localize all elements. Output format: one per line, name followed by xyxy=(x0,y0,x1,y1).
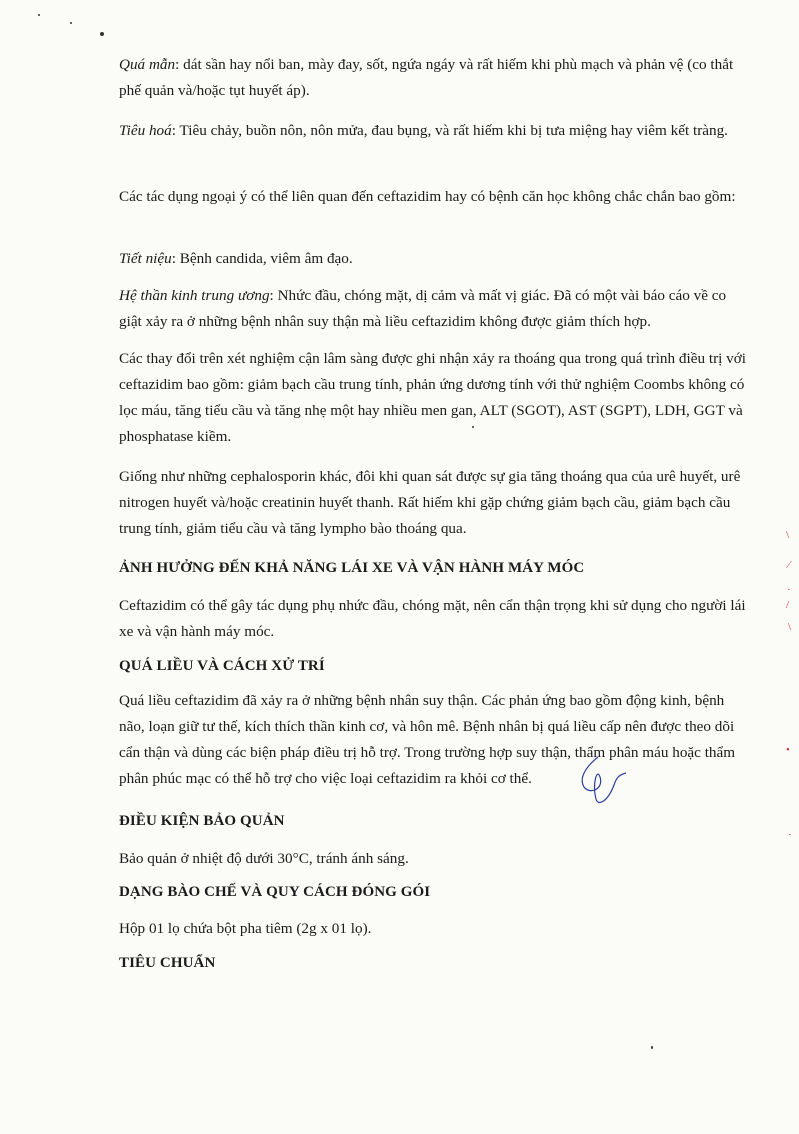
term-label: Hệ thần kinh trung ương xyxy=(119,287,270,304)
paragraph-text: : Nhức đầu, chóng mặt, dị cảm và mất vị giác. Đã có một vài báo cáo về co giật xảy ra ở những bệnh nhân suy thận mà liều ceftazidim không được giảm thích hợp. xyxy=(119,287,727,330)
paragraph-digestion xyxy=(119,118,749,144)
scan-speck xyxy=(651,1046,653,1049)
paragraph-adverse-effects xyxy=(119,184,749,210)
paragraph-urinary xyxy=(119,246,749,272)
scan-speck xyxy=(70,22,72,24)
paragraph-text: Bảo quản ở nhiệt độ dưới 30°C, tránh ánh sáng. xyxy=(119,850,409,867)
paragraph-cephalosporin xyxy=(119,464,749,542)
term-label: Tiêu hoá xyxy=(119,122,172,139)
edge-mark: / xyxy=(786,599,790,611)
paragraph-text: Các thay đổi trên xét nghiệm cận lâm sàng được ghi nhận xảy ra thoáng qua trong quá trình điều trị với ceftazidim bao gồm: giảm bạch cầu trung tính, phản ứng dương tính với thử nghiệm Coombs không có lọc máu, tăng tiểu cầu và tăng nhẹ một hay nhiều men gan, ALT (SGOT), AST (SGPT), LDH, GGT và phosphatase kiềm. xyxy=(119,350,746,445)
edge-mark: • xyxy=(786,744,790,756)
edge-mark: \ xyxy=(788,621,792,633)
paragraph-packaging xyxy=(119,916,749,942)
term-label: Quá mẫn xyxy=(119,56,176,73)
paragraph-storage xyxy=(119,846,749,872)
paragraph-text: Quá liều ceftazidim đã xảy ra ở những bệnh nhân suy thận. Các phản ứng bao gồm động kinh, bệnh não, loạn giữ tư thế, kích thích thần kinh cơ, và hôn mê. Bệnh nhân bị quá liều cấp nên được theo dõi cẩn thận và dùng các biện pháp điều trị hỗ trợ. Trong trường hợp suy thận, thẩm phân máu hoặc thẩm phân phúc mạc có thể hỗ trợ cho việc loại ceftazidim ra khỏi cơ thể. xyxy=(119,692,736,787)
paragraph-cns xyxy=(119,283,749,335)
paragraph-text: : Bệnh candida, viêm âm đạo. xyxy=(171,250,353,267)
edge-mark: · xyxy=(787,584,791,596)
edge-mark: ⁄ xyxy=(788,559,790,571)
paragraph-lab-changes xyxy=(119,346,749,450)
section-heading-overdose: QUÁ LIỀU VÀ CÁCH XỬ TRÍ xyxy=(119,658,325,674)
scan-speck xyxy=(100,32,104,36)
paragraph-hypersensitivity xyxy=(119,52,749,104)
paragraph-overdose xyxy=(119,688,749,792)
section-heading-standard: TIÊU CHUẨN xyxy=(119,955,216,971)
section-heading-driving: ẢNH HƯỞNG ĐẾN KHẢ NĂNG LÁI XE VÀ VẬN HÀNH MÁY MÓC xyxy=(119,560,585,576)
paragraph-driving xyxy=(119,593,749,645)
edge-mark: · xyxy=(788,829,792,841)
paragraph-text: Các tác dụng ngoại ý có thể liên quan đến ceftazidim hay có bệnh căn học không chắc chắn bao gồm: xyxy=(119,188,736,205)
paragraph-text: Giống như những cephalosporin khác, đôi khi quan sát được sự gia tăng thoáng qua của urê huyết, urê nitrogen huyết và/hoặc creatinin huyết thanh. Rất hiếm khi gặp chứng giảm bạch cầu, giảm bạch cầu trung tính, giảm tiểu cầu và tăng lympho bào thoáng qua. xyxy=(119,468,741,537)
edge-mark: \ xyxy=(786,529,790,541)
scan-speck xyxy=(38,14,40,16)
term-label: Tiết niệu xyxy=(119,250,172,267)
paragraph-text: Hộp 01 lọ chứa bột pha tiêm (2g x 01 lọ). xyxy=(119,920,372,937)
section-heading-packaging: DẠNG BÀO CHẾ VÀ QUY CÁCH ĐÓNG GÓI xyxy=(119,884,431,900)
section-heading-storage: ĐIỀU KIỆN BẢO QUẢN xyxy=(119,813,285,829)
paragraph-text: Ceftazidim có thể gây tác dụng phụ nhức đầu, chóng mặt, nên cẩn thận trọng khi sử dụng cho người lái xe và vận hành máy móc. xyxy=(119,597,746,640)
paragraph-text: : dát sần hay nổi ban, mày đay, sốt, ngứa ngáy và rất hiếm khi phù mạch và phản vệ (co thắt phế quản và/hoặc tụt huyết áp). xyxy=(119,56,734,99)
paragraph-text: : Tiêu chảy, buồn nôn, nôn mửa, đau bụng, và rất hiếm khi bị tưa miệng hay viêm kết tràng. xyxy=(171,122,728,139)
